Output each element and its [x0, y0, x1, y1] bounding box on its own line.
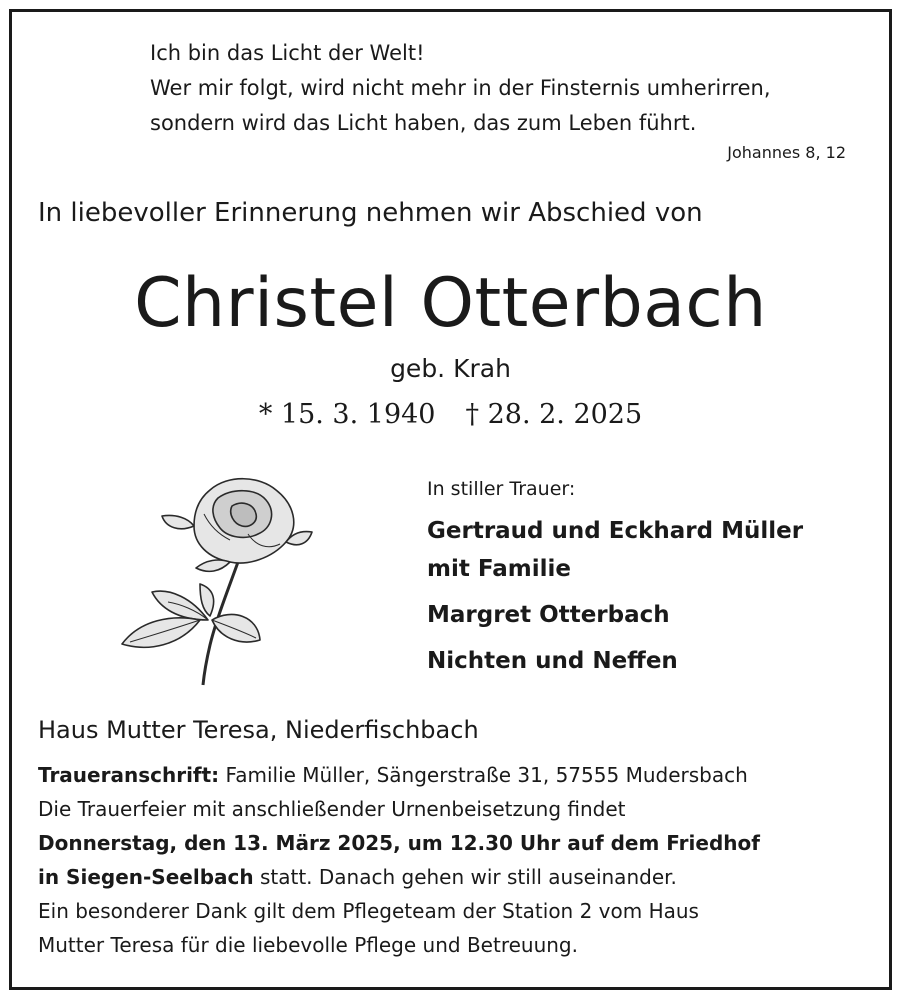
- ceremony-info: [38, 758, 760, 962]
- mourner-line: Margret Otterbach: [427, 602, 670, 628]
- mourners-list: [427, 512, 803, 688]
- ceremony-location: [38, 860, 760, 894]
- bible-verse: [150, 36, 771, 141]
- verse-line: Ich bin das Licht der Welt!: [150, 41, 425, 65]
- maiden-name: geb. Krah: [390, 354, 511, 383]
- cemetery-name: in Siegen-Seelbach: [38, 865, 254, 889]
- rose-illustration: [100, 470, 330, 690]
- ceremony-date: [38, 826, 760, 860]
- care-home-location: Haus Mutter Teresa, Niederfischbach: [38, 716, 479, 744]
- verse-line: Wer mir folgt, wird nicht mehr in der Finsternis umherirren,: [150, 76, 771, 100]
- death-date: † 28. 2. 2025: [465, 399, 643, 430]
- deceased-name: Christel Otterbach: [134, 264, 767, 343]
- mourning-address: [38, 758, 760, 792]
- thanks-line: Ein besonderer Dank gilt dem Pflegeteam der Station 2 vom Haus: [38, 899, 699, 923]
- ceremony-date-text: Donnerstag, den 13. März 2025, um 12.30 Uhr auf dem Friedhof: [38, 831, 760, 855]
- address-value: Familie Müller, Sängerstraße 31, 57555 Mudersbach: [219, 763, 748, 787]
- birth-date: * 15. 3. 1940: [258, 399, 436, 430]
- thanks-line: Mutter Teresa für die liebevolle Pflege und Betreuung.: [38, 933, 578, 957]
- mourning-label: In stiller Trauer:: [427, 478, 576, 500]
- address-label: Traueranschrift:: [38, 763, 220, 787]
- intro-text: In liebevoller Erinnerung nehmen wir Abschied von: [38, 198, 703, 228]
- verse-line: sondern wird das Licht haben, das zum Leben führt.: [150, 111, 697, 135]
- life-dates: [0, 399, 901, 430]
- mourner-line: mit Familie: [427, 556, 571, 582]
- ceremony-rest: statt. Danach gehen wir still auseinander.: [253, 865, 677, 889]
- ceremony-line: Die Trauerfeier mit anschließender Urnenbeisetzung findet: [38, 797, 626, 821]
- mourner-line: Gertraud und Eckhard Müller: [427, 518, 804, 544]
- verse-reference: Johannes 8, 12: [727, 143, 846, 162]
- mourner-line: Nichten und Neffen: [427, 648, 678, 674]
